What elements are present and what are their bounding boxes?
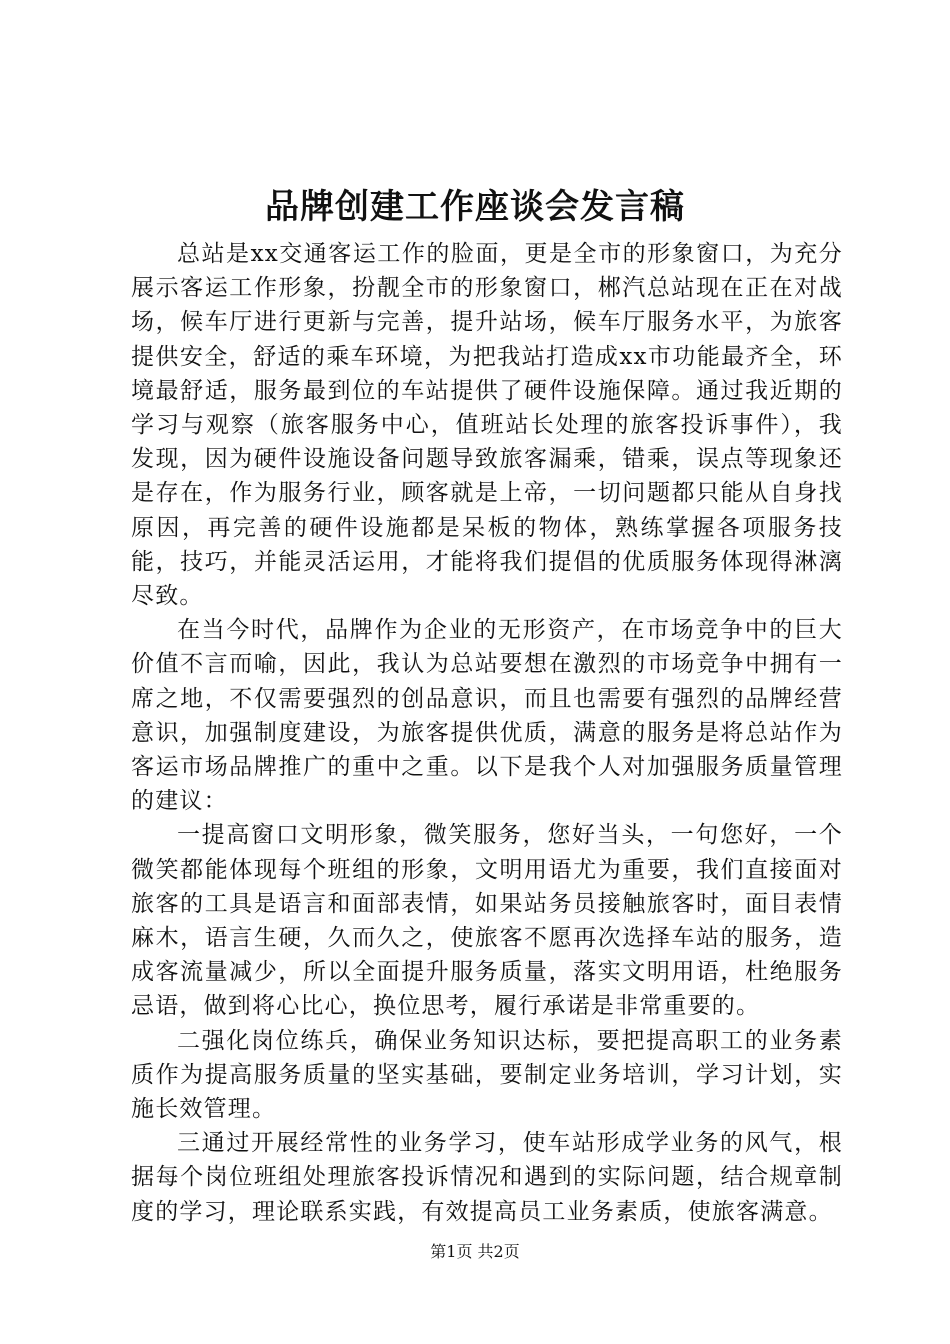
paragraph-brand-value: 在当今时代，品牌作为企业的无形资产，在市场竞争中的巨大价值不言而喻，因此，我认为总站要想在激烈的市场竞争中拥有一席之地，不仅需要强烈的创品意识，而且也需要有强烈的品牌经营意识，加强制度建设，为旅客提供优质，满意的服务是将总站作为客运市场品牌推广的重中之重。以下是我个人对加强服务质量管理的建议： [131,617,843,815]
paragraph-suggestion-one: 一提高窗口文明形象，微笑服务，您好当头，一句您好，一个微笑都能体现每个班组的形象，文明用语尤为重要，我们直接面对旅客的工具是语言和面部表情，如果站务员接触旅客时，面目表情麻木，语言生硬，久而久之，使旅客不愿再次选择车站的服务，造成客流量减少，所以全面提升服务质量，落实文明用语，杜绝服务忌语，做到将心比心，换位思考，履行承诺是非常重要的。 [131,822,843,1020]
document-body [131,237,843,1229]
paragraph-suggestion-two: 二强化岗位练兵，确保业务知识达标，要把提高职工的业务素质作为提高服务质量的坚实基础，要制定业务培训，学习计划，实施长效管理。 [131,1027,843,1123]
document-title: 品牌创建工作座谈会发言稿 [265,187,685,227]
paragraph-suggestion-three: 三通过开展经常性的业务学习，使车站形成学业务的风气，根据每个岗位班组处理旅客投诉情况和遇到的实际问题，结合规章制度的学习，理论联系实践，有效提高员工业务素质，使旅客满意。 [131,1130,843,1225]
paragraph-intro: 总站是xx交通客运工作的脸面，更是全市的形象窗口，为充分展示客运工作形象，扮靓全市的形象窗口，郴汽总站现在正在对战场，候车厅进行更新与完善，提升站场，候车厅服务水平，为旅客提供安全，舒适的乘车环境，为把我站打造成xx市功能最齐全，环境最舒适，服务最到位的车站提供了硬件设施保障。通过我近期的学习与观察（旅客服务中心，值班站长处理的旅客投诉事件），我发现，因为硬件设施设备问题导致旅客漏乘，错乘，误点等现象还是存在，作为服务行业，顾客就是上帝，一切问题都只能从自身找原因，再完善的硬件设施都是呆板的物体，熟练掌握各项服务技能，技巧，并能灵活运用，才能将我们提倡的优质服务体现得淋漓尽致。 [131,241,843,610]
page-number-footer: 第1页 共2页 [430,1242,520,1261]
